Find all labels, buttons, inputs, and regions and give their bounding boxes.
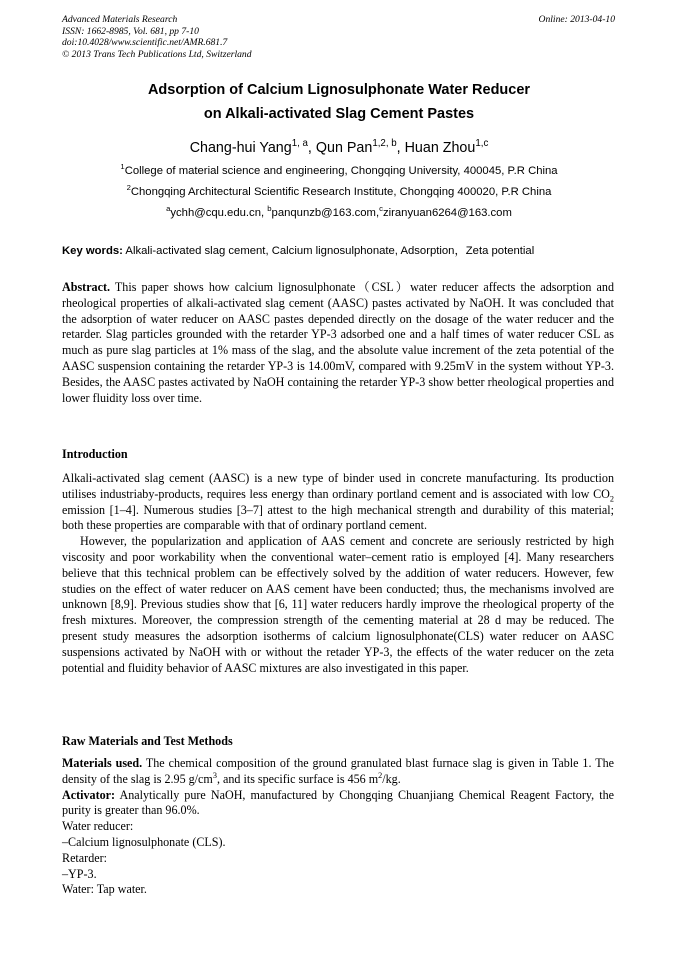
introduction-body	[62, 471, 614, 676]
paragraph	[62, 788, 614, 820]
paragraph-text: emission [1–4]. Numerous studies [3–7] attest to the high mechanical strength and durability of this material; both these properties are comparable with that of ordinary portland cement.	[62, 502, 614, 533]
affiliation-text: Chongqing Architectural Scientific Research Institute, Chongqing 400020, P.R China	[130, 186, 552, 198]
author-name: Chang-hui Yang	[189, 140, 292, 156]
paragraph-text: The chemical composition of the ground granulated blast furnace slag is given in Table 1. The density of the slag is 2.95 g/cm	[62, 756, 614, 786]
paragraph-text: Alkali-activated slag cement (AASC) is a new type of binder used in concrete manufacturing. Its production utilises industriaby-products, requires less energy than ordinary portland cement and is associated with low CO	[62, 471, 614, 501]
affiliation-2	[0, 183, 678, 198]
section-heading-methods: Raw Materials and Test Methods	[62, 734, 233, 748]
author-separator: ,	[307, 140, 316, 156]
abstract	[62, 280, 614, 406]
list-line: –YP-3.	[62, 866, 97, 881]
author-affiliation-mark: 1,c	[475, 138, 489, 150]
abstract-text: This paper shows how calcium lignosulphonate（CSL）water reducer affects the adsorption and rheological properties of alkali-activated slag cement (AASC) pastes activated by NaOH. It was concluded that the adsorption of water reducer on AASC pastes depended directly on the dosage of the water reducer and the retarder. Slag particles grounded with the retarder YP-3 adsorbed one and a half times of water reducer CSL as much as pure slag particles at 1% mass of the slag, and the absolute value increment of the zeta potential of the AASC suspension containing the retarder YP-3 is 14.00mV, compared with 9.25mV in the system without YP-3. Besides, the AASC pastes activated by NaOH containing the retarder YP-3 show better rheological properties and lower fluidity loss over time.	[62, 280, 614, 405]
keywords-text: Alkali-activated slag cement, Calcium lignosulphonate, Adsorption，Zeta potential	[122, 245, 535, 257]
affiliation-text: College of material science and engineering, Chongqing University, 400045, P.R China	[124, 165, 558, 177]
email-line	[0, 204, 678, 219]
email-mark: b	[267, 204, 272, 214]
methods-body	[62, 756, 614, 898]
online-date: Online: 2013-04-10	[538, 14, 615, 25]
title-line-2: on Alkali-activated Slag Cement Pastes	[203, 106, 475, 122]
paragraph	[62, 471, 614, 534]
paragraph-text: /kg.	[382, 771, 401, 786]
email-address: panqunzb@163.com,	[271, 207, 380, 219]
copyright-line: © 2013 Trans Tech Publications Ltd, Switzerland	[62, 48, 252, 60]
journal-header	[62, 14, 252, 60]
author-name: Huan Zhou	[404, 140, 476, 156]
email-mark: a	[166, 204, 171, 214]
keywords-label: Key words:	[62, 245, 123, 257]
affiliation-mark: 2	[126, 183, 131, 193]
subscript: 2	[609, 494, 614, 504]
superscript: 3	[212, 770, 217, 780]
list-line: Water reducer:	[62, 819, 134, 834]
author-name: Qun Pan	[315, 140, 373, 156]
title-line-1: Adsorption of Calcium Lignosulphonate Water Reducer	[147, 82, 531, 98]
superscript: 2	[378, 770, 383, 780]
email-address: ychh@cqu.edu.cn,	[170, 207, 268, 219]
journal-name: Advanced Materials Research	[62, 14, 178, 25]
list-line: –Calcium lignosulphonate (CLS).	[62, 834, 226, 849]
author-affiliation-mark: 1,2, b	[372, 138, 397, 150]
author-list	[0, 140, 678, 156]
affiliation-mark: 1	[120, 162, 125, 172]
run-in-heading: Materials used.	[62, 756, 143, 770]
email-mark: c	[379, 204, 383, 214]
keywords	[62, 242, 534, 258]
issn-line: ISSN: 1662-8985, Vol. 681, pp 7-10	[62, 25, 199, 37]
list-line: Retarder:	[62, 850, 107, 865]
paragraph-text: Analytically pure NaOH, manufactured by Chongqing Chuanjiang Chemical Reagent Factory, the purity is greater than 96.0%.	[62, 787, 614, 818]
doi-line: doi:10.4028/www.scientific.net/AMR.681.7	[62, 37, 228, 48]
author-separator: ,	[396, 140, 405, 156]
list-line: Water: Tap water.	[62, 882, 147, 897]
author-affiliation-mark: 1, a	[291, 138, 308, 150]
abstract-label: Abstract.	[62, 280, 111, 294]
affiliation-1	[0, 162, 678, 177]
email-address: ziranyuan6264@163.com	[382, 207, 512, 219]
run-in-heading: Activator:	[62, 787, 116, 802]
paragraph-text: , and its specific surface is 456 m	[216, 771, 379, 786]
paragraph: However, the popularization and application of AAS cement and concrete are seriously restricted by high viscosity and poor workability when the conventional water–cement ratio is employed [4]. Many researchers believe that this technical problem can be effectively solved by the addition of water reducers. However, few studies on the effect of water reducer on AAS cement have been conducted; thus, the mechanisms involved are unknown [8,9]. Previous studies show that [6, 11] water reducers hardly improve the rheological property of the fresh mixtures. Moreover, the compression strength of the cementing material at 28 d may be reduced. The present study measures the adsorption isotherms of calcium lignosulphonate(CLS) water reducer on AASC suspensions activated by NaOH with or without the retader YP-3, the effects of the water reducer on the zeta potential and fluidity behavior of AASC mixtures are also investigated in this paper.	[62, 534, 614, 675]
section-heading-introduction: Introduction	[62, 447, 128, 461]
paragraph	[62, 756, 614, 788]
